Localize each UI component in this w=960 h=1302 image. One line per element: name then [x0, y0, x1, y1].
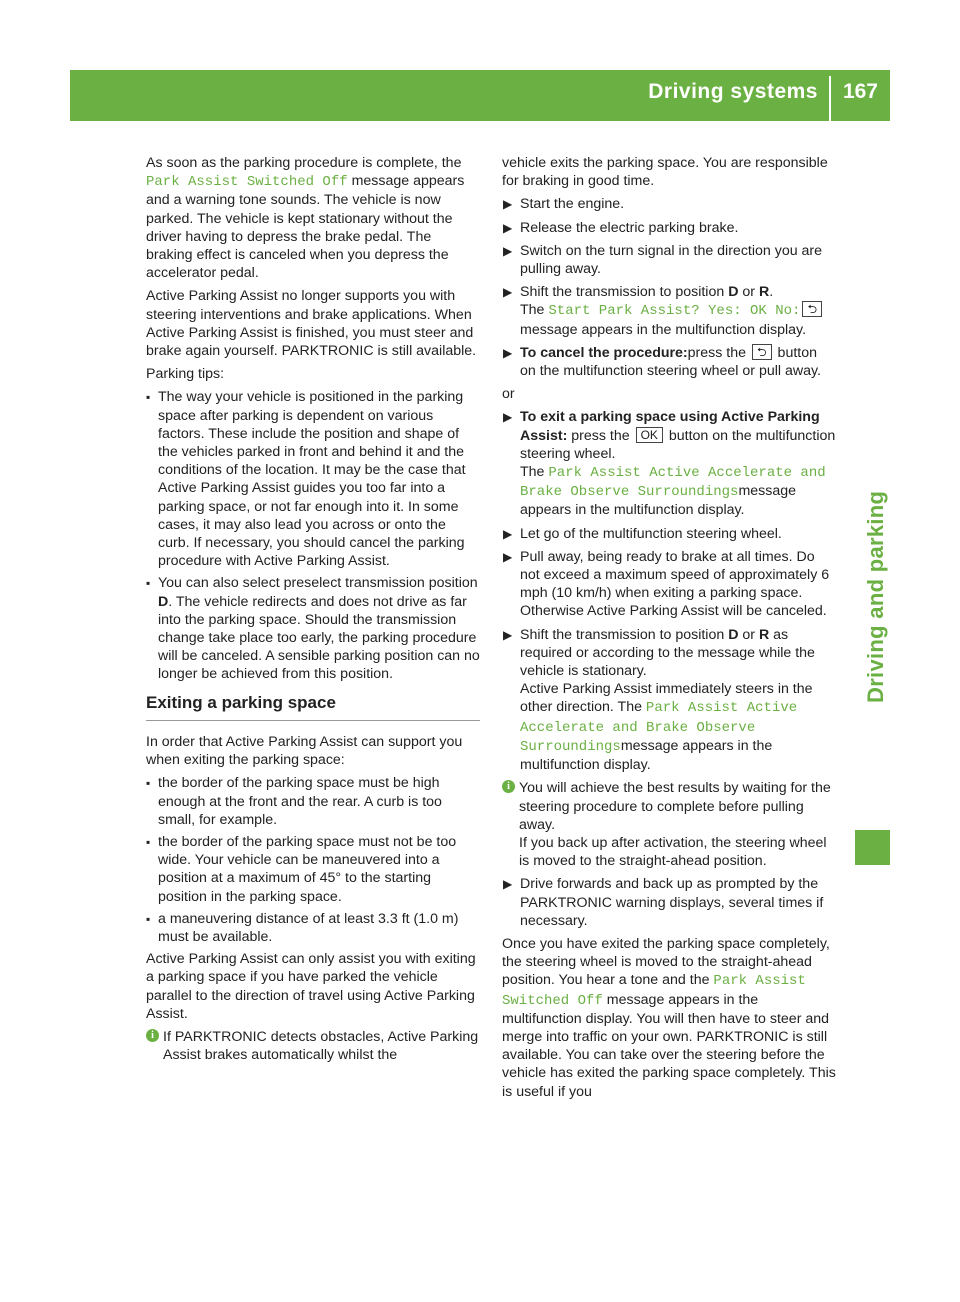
step: ▶ Release the electric parking brake. — [503, 219, 739, 236]
paragraph: Once you have exited the parking space completely, the steering wheel is moved to the straight-ahead position. You hear a tone and the Park Assist Switched Off message appears in the multifunction display. You will then have to steer and merge into traffic on your own. PARKTRONIC is still available. You can take over the steering before the vehicle has exited the parking space completely. This is useful if you — [502, 935, 836, 1100]
step: ▶ Shift the transmission to position D or R as required or according to the message while the vehicle is stationary. Active Parking Assist immediately steers in the other direction. The Park Assist Active Accelerate and Brake Observe Surroundingsmessage appears in the multifunction display. — [503, 626, 815, 774]
header-divider — [829, 76, 831, 121]
paragraph: In order that Active Parking Assist can support you when exiting the parking space: — [146, 733, 463, 769]
right-column — [502, 154, 836, 1106]
page-header — [70, 70, 890, 121]
step: ▶ Let go of the multifunction steering wheel. — [503, 525, 782, 542]
list-item: ▪ a maneuvering distance of at least 3.3 ft (1.0 m) must be available. — [146, 910, 459, 945]
back-key-icon: ⮌ — [752, 344, 772, 360]
step: ▶ To exit a parking space using Active Parking Assist: press the OK button on the multifunction steering wheel. The Park Assist Active Accelerate and Brake Observe Surroundingsmessage appears in the multifunction display. — [503, 409, 836, 519]
step: ▶ Switch on the turn signal in the direction you are pulling away. — [503, 242, 823, 278]
paragraph: Active Parking Assist can only assist you with exiting a parking space if you have parked the vehicle parallel to the direction of travel using Active Parking Assist. — [146, 951, 476, 1022]
step: ▶ Drive forwards and back up as prompted by the PARKTRONIC warning displays, several times if necessary. — [503, 876, 824, 929]
side-tab — [855, 121, 890, 1141]
paragraph: Active Parking Assist no longer supports you with steering interventions and brake applications. When Active Parking Assist is finished, you must steer and brake again yourself. PARKTRONIC is still available. — [146, 288, 477, 360]
info-note: i You will achieve the best results by waiting for the steering procedure to complete before pulling away. If you back up after activation, the steering wheel is moved to the straight-ahead position. — [502, 779, 836, 870]
step: ▶ Shift the transmission to position D or R. The Start Park Assist? Yes: OK No: ⮌ message appears in the multifunction display. — [502, 283, 836, 339]
page-number: 167 — [842, 80, 878, 103]
list-item: ▪ You can also select preselect transmission position D. The vehicle redirects and does not drive as far into the parking space. Should the transmission change take place too early, the parking procedure will be canceled. A sensible parking position can no longer be achieved from this position. — [146, 575, 480, 683]
step: ▶ Start the engine. — [503, 196, 625, 213]
paragraph: As soon as the parking procedure is complete, the Park Assist Switched Off message appears and a warning tone sounds. The vehicle is now parked. The vehicle is kept stationary without the driver having to depress the brake pedal. The braking effect is canceled when you depress the accelerator pedal. — [146, 155, 465, 282]
list-item: ▪ the border of the parking space must not be too wide. Your vehicle can be maneuvered into a position at a maximum of 45° to the starting position in the parking space. — [146, 833, 457, 905]
section-title: Driving systems — [648, 80, 818, 103]
info-note: i If PARKTRONIC detects obstacles, Active Parking Assist brakes automatically whilst the — [146, 1028, 480, 1064]
step: ▶ To cancel the procedure:press the ⮌ button on the multifunction steering wheel or pull away. — [503, 344, 821, 380]
side-tab-marker — [855, 830, 890, 865]
info-icon: i — [502, 780, 515, 793]
list-item: ▪ The way your vehicle is positioned in the parking space after parking is dependent on various factors. These include the position and shape of the vehicles parked in front and behind it and the conditions of the location. It may be the case that Active Parking Assist guides you too far into a parking space, or not far enough into it. In some cases, it may also lead you across or onto the curb. If necessary, you should cancel the parking procedure with Active Parking Assist. — [146, 389, 466, 570]
section-heading: Exiting a parking space — [146, 694, 480, 721]
back-key-icon: ⮌ — [802, 301, 822, 317]
ok-key-icon: OK — [636, 427, 663, 443]
side-tab-label: Driving and parking — [863, 490, 888, 703]
info-icon: i — [146, 1029, 159, 1042]
paragraph: Parking tips: — [146, 366, 225, 383]
paragraph: vehicle exits the parking space. You are responsible for braking in good time. — [502, 155, 828, 190]
left-column — [146, 154, 480, 1069]
list-item: ▪ the border of the parking space must be high enough at the front and the rear. A curb is too small, for example. — [146, 775, 442, 828]
paragraph: or — [502, 386, 515, 403]
step: ▶ Pull away, being ready to brake at all times. Do not exceed a maximum speed of approximately 6 mph (10 km/h) when exiting a parking space. Otherwise Active Parking Assist will be canceled. — [503, 548, 830, 620]
